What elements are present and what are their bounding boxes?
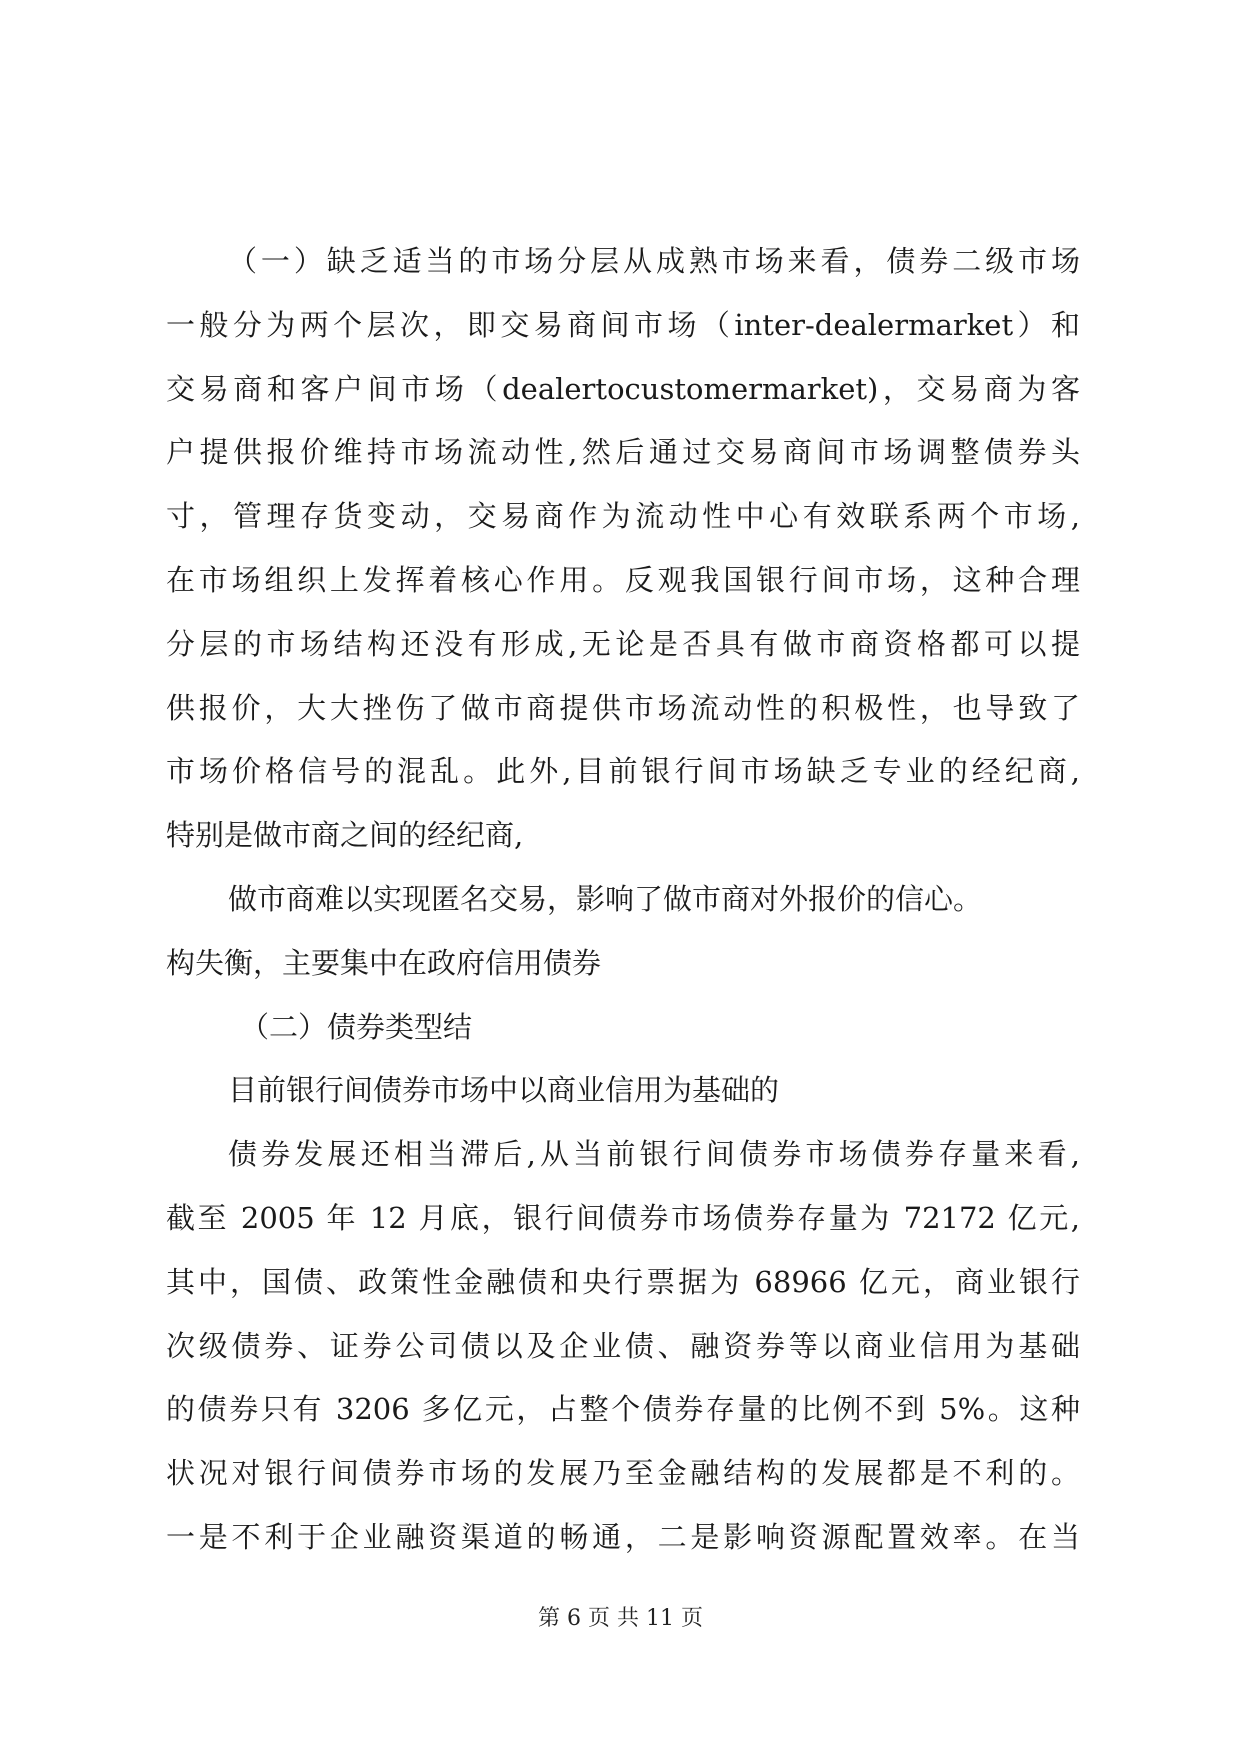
- text-line: 供报价，大大挫伤了做市商提供市场流动性的积极性，也导致了: [166, 690, 1080, 725]
- text-line: 一般分为两个层次，即交易商间市场（inter-dealermarket）和: [166, 307, 1080, 342]
- text-line: 目前银行间债券市场中以商业信用为基础的: [228, 1073, 780, 1108]
- text-line: 其中，国债、政策性金融债和央行票据为 68966 亿元，商业银行: [166, 1264, 1080, 1299]
- text-line: 构失衡，主要集中在政府信用债券: [166, 945, 602, 980]
- text-line: 特别是做市商之间的经纪商,: [166, 818, 524, 853]
- page-number-footer: 第 6 页 共 11 页: [538, 1606, 703, 1631]
- text-line: 交易商和客户间市场（dealertocustomermarket)，交易商为客: [166, 371, 1080, 406]
- text-line: 在市场组织上发挥着核心作用。反观我国银行间市场，这种合理: [166, 562, 1080, 597]
- text-line: 截至 2005 年 12 月底，银行间债券市场债券存量为 72172 亿元,: [166, 1200, 1080, 1235]
- text-line: 户提供报价维持市场流动性,然后通过交易商间市场调整债券头: [166, 435, 1080, 470]
- text-line: 一是不利于企业融资渠道的畅通，二是影响资源配置效率。在当: [166, 1519, 1080, 1554]
- text-line: 的债券只有 3206 多亿元，占整个债券存量的比例不到 5%。这种: [166, 1392, 1080, 1427]
- text-line: 做市商难以实现匿名交易，影响了做市商对外报价的信心。: [228, 881, 983, 916]
- text-line: 状况对银行间债券市场的发展乃至金融结构的发展都是不利的。: [166, 1456, 1080, 1491]
- text-line: 分层的市场结构还没有形成,无论是否具有做市商资格都可以提: [166, 626, 1080, 661]
- text-line: （一）缺乏适当的市场分层从成熟市场来看，债券二级市场: [228, 244, 1080, 278]
- text-line: 次级债券、证券公司债以及企业债、融资券等以商业信用为基础: [166, 1328, 1080, 1363]
- text-line: 寸，管理存货变动，交易商作为流动性中心有效联系两个市场,: [166, 499, 1080, 534]
- document-body: [166, 230, 1080, 1570]
- section-heading: （二）债券类型结: [240, 1009, 473, 1044]
- text-line: 债券发展还相当滞后,从当前银行间债券市场债券存量来看,: [228, 1137, 1080, 1172]
- text-line: 市场价格信号的混乱。此外,目前银行间市场缺乏专业的经纪商,: [166, 754, 1080, 789]
